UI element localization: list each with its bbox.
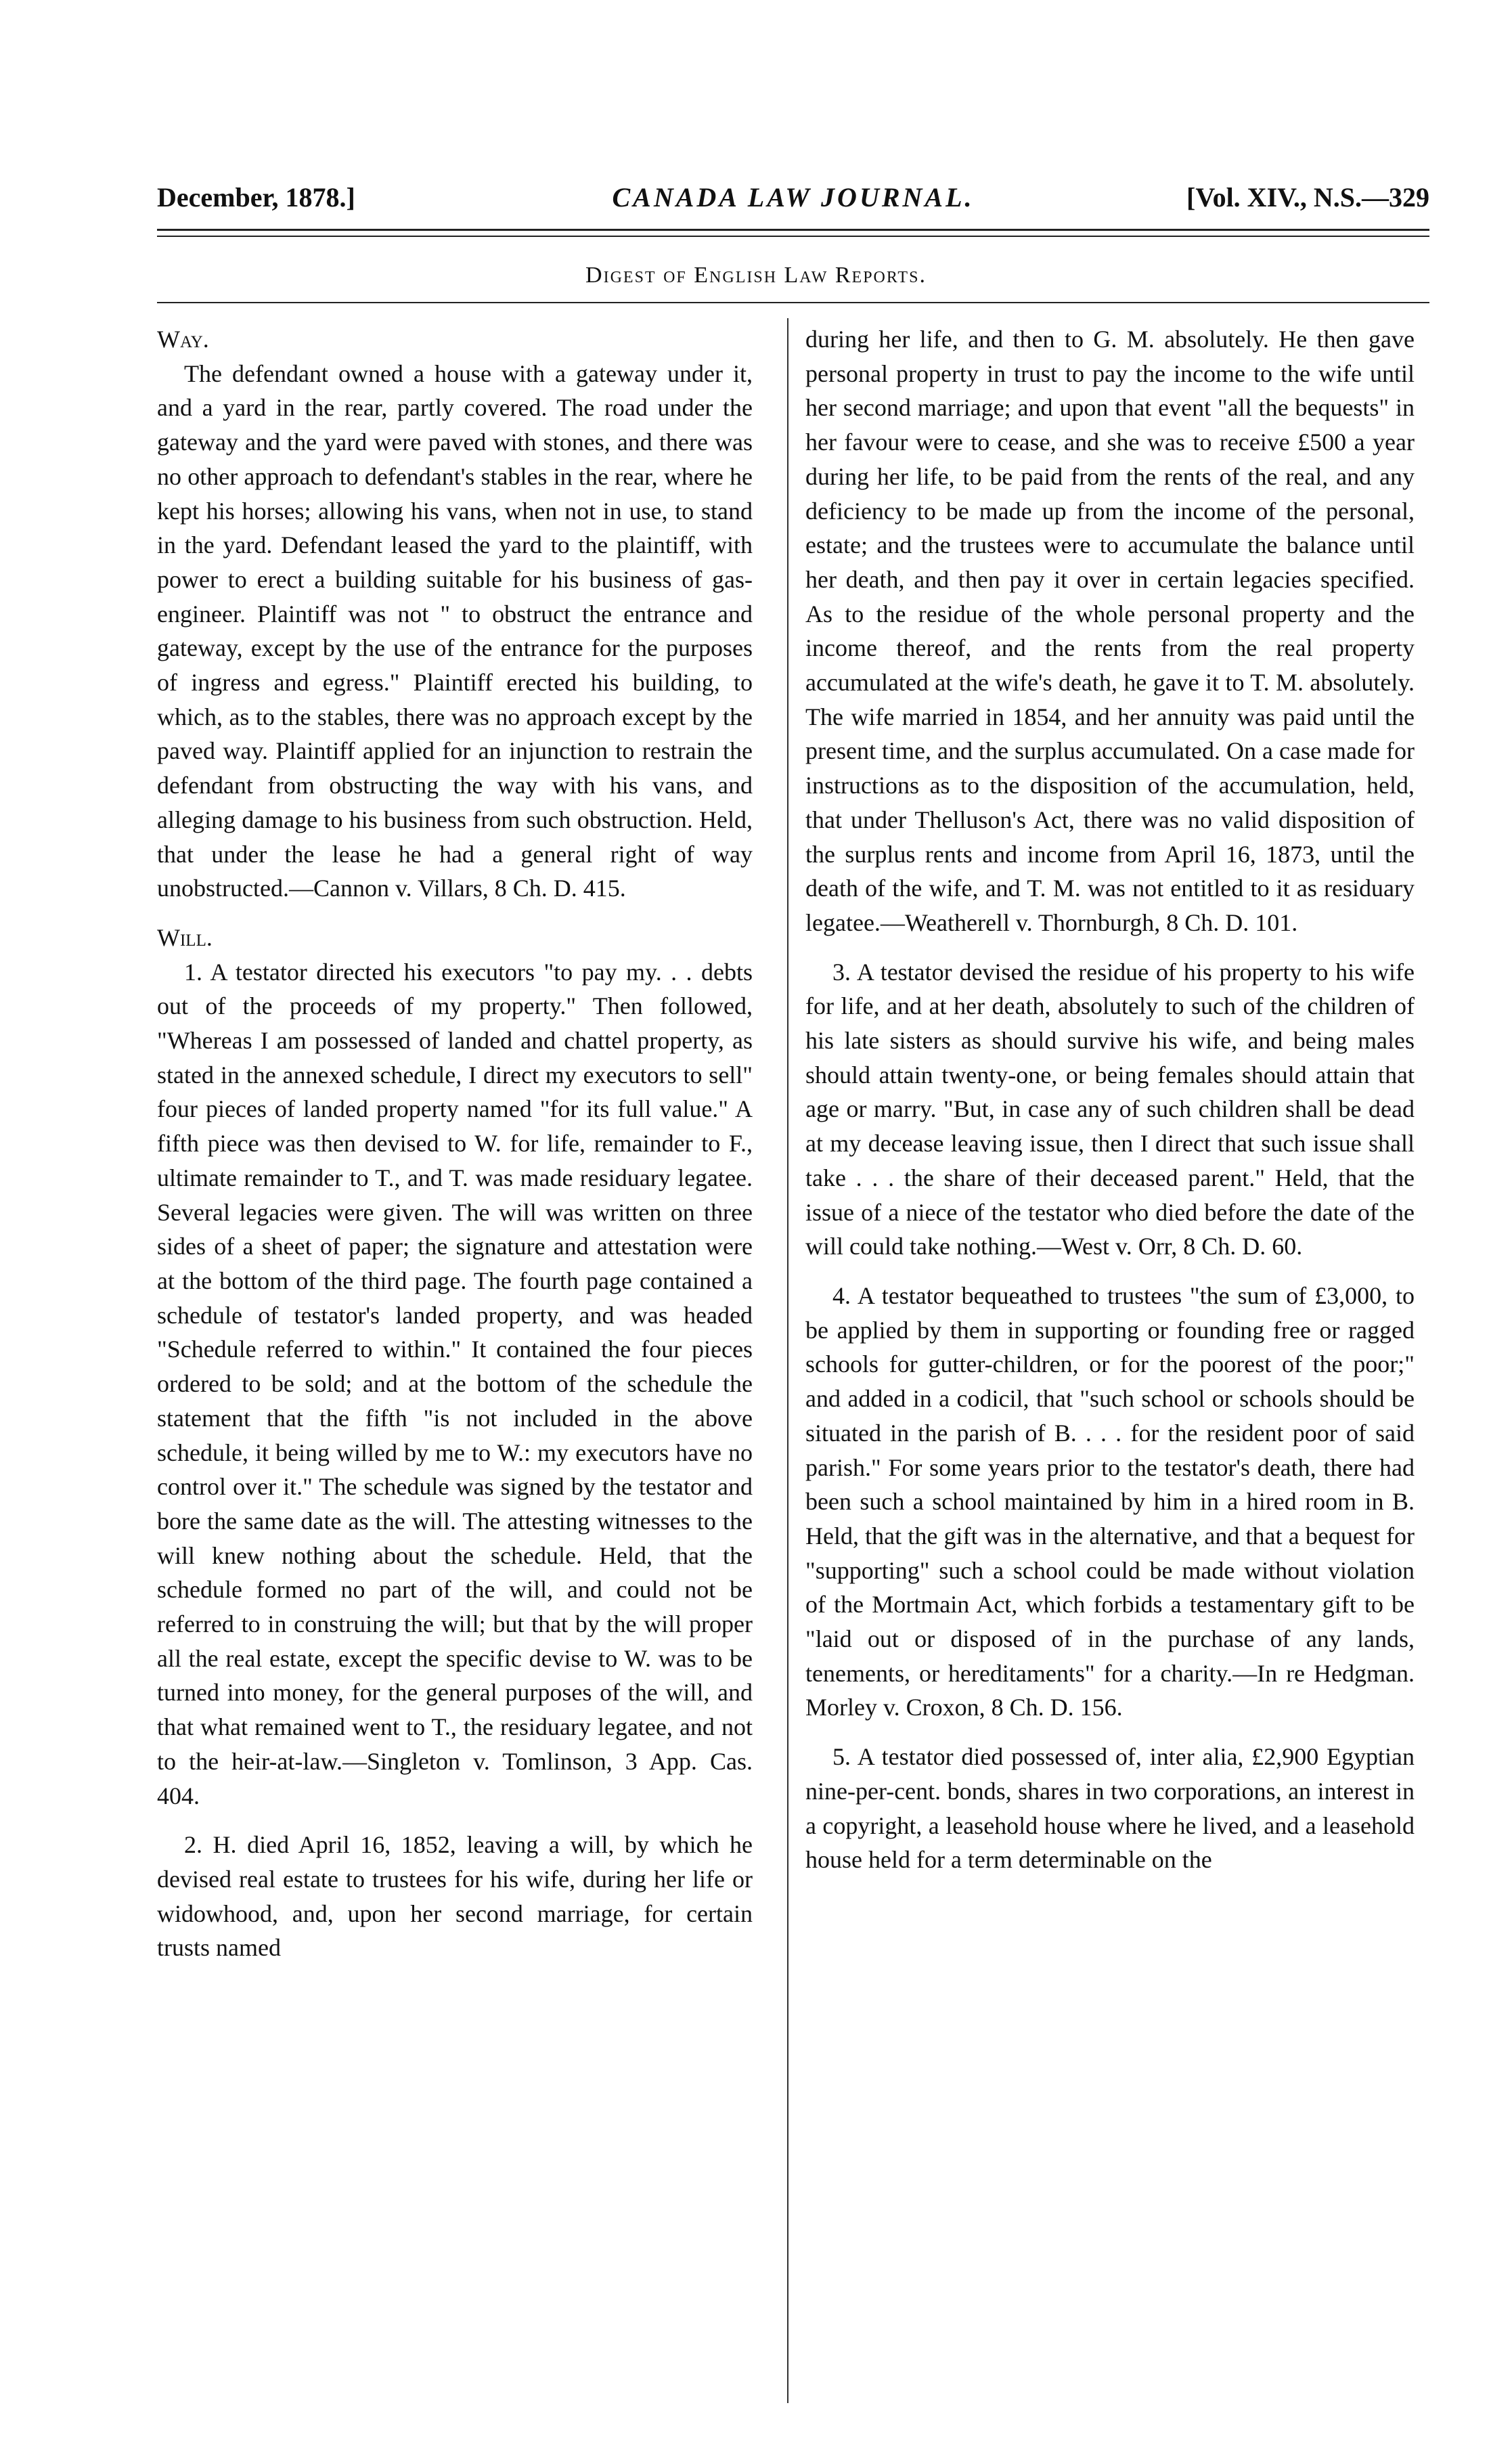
left-column [157,322,753,1965]
header-date: December, 1878.] [157,182,355,213]
paragraph-will-2-continued: during her life, and then to G. M. absolutely. He then gave personal property in trust to pay the income to the wife until her second marriage; and upon that event "all the bequests" in her favour were to cease, and she was to receive £500 a year during her life, to be paid from the rents of the real, and any deficiency to be made up from the income of the personal, estate; and the trustees were to accumulate the balance until her death, and then pay it over in certain legacies specified. As to the residue of the whole personal property and the income thereof, and the rents from the real property accumulated at the wife's death, he gave it to T. M. absolutely. The wife married in 1854, and her annuity was paid until the present time, and the surplus accumulated. On a case made for instructions as to the disposition of the accumulation, held, that under Thelluson's Act, there was no valid disposition of the surplus rents and income from April 16, 1873, until the death of the wife, and T. M. was not entitled to it as residuary legatee.—Weatherell v. Thornburgh, 8 Ch. D. 101. [805,326,1415,936]
header-rule-thin [157,236,1429,237]
paragraph-will-2-start: 2. H. died April 16, 1852, leaving a will, by which he devised real estate to trustees for his wife, during her life or widowhood, and, upon her second marriage, for certain trusts named [157,1831,753,1962]
running-header [157,181,1429,222]
paragraph-will-5-start: 5. A testator died possessed of, inter alia, £2,900 Egyptian nine-per-cent. bonds, shares in two corporations, an interest in a copyright, a leasehold house where he lived, and a leasehold house held for a term determinable on the [805,1743,1415,1874]
header-rule-thick [157,229,1429,231]
header-journal-title: CANADA LAW JOURNAL. [612,182,975,213]
section-rule [157,302,1429,303]
paragraph-will-1: 1. A testator directed his executors "to pay my. . . debts out of the proceeds of my property." Then followed, "Whereas I am possessed of landed and chattel property, as stated in the annexed schedule, I direct my executors to sell" four pieces of landed property named "for its full value." A fifth piece was then devised to W. for life, remainder to F., ultimate remainder to T., and T. was made residuary legatee. Several legacies were given. The will was written on three sides of a sheet of paper; the signature and attestation were at the bottom of the third page. The fourth page contained a schedule of testator's landed property, and was headed "Schedule referred to within." It contained the four pieces ordered to be sold; and at the bottom of the schedule the statement that the fifth "is not included in the above schedule, it being willed by me to W.: my executors have no control over it." The schedule was signed by the testator and bore the same date as the will. The attesting witnesses to the will knew nothing about the schedule. Held, that the schedule formed no part of the will, and could not be referred to in construing the will; but that by the will proper all the real estate, except the specific devise to W. was to be turned into money, for the general purposes of the will, and that what remained went to T., the residuary legatee, and not to the heir-at-law.—Singleton v. Tomlinson, 3 App. Cas. 404. [157,958,753,1809]
header-volume-page: [Vol. XIV., N.S.—329 [1186,182,1429,213]
paragraph-will-4: 4. A testator bequeathed to trustees "the sum of £3,000, to be applied by them in supporting or founding free or ragged schools for gutter-children, or for the poorest of the poor;" and added in a codicil, that "such school or schools should be situated in the parish of B. . . . for the resident poor of said parish." For some years prior to the testator's death, there had been such a school maintained by him in a hired room in B. Held, that the gift was in the alternative, and that a bequest for "supporting" such a school could be made without violation of the Mortmain Act, which forbids a testamentary gift to be "laid out or disposed of in the purchase of any lands, tenements, or hereditaments" for a charity.—In re Hedgman. Morley v. Croxon, 8 Ch. D. 156. [805,1281,1415,1721]
right-column [805,322,1415,1877]
column-divider [787,318,788,2403]
heading-will: Will. [157,923,213,951]
paragraph-way: The defendant owned a house with a gateway under it, and a yard in the rear, partly covered. The road under the gateway and the yard were paved with stones, and there was no other approach to defendant's stables in the rear, where he kept his horses; allowing his vans, when not in use, to stand in the yard. Defendant leased the yard to the plaintiff, with power to erect a building suitable for his business of gas-engineer. Plaintiff was not " to obstruct the entrance and gateway, except by the use of the entrance for the purposes of ingress and egress." Plaintiff erected his building, to which, as to the stables, there was no approach except by the paved way. Plaintiff applied for an injunction to restrain the defendant from obstructing the way with his vans, and alleging damage to his business from such obstruction. Held, that under the lease he had a general right of way unobstructed.—Cannon v. Villars, 8 Ch. D. 415. [157,359,753,902]
section-title: Digest of English Law Reports. [585,263,927,288]
paragraph-will-3: 3. A testator devised the residue of his property to his wife for life, and at her death, absolutely to such of the children of his late sisters as should survive his wife, and being males should attain twenty-one, or being females should attain that age or marry. "But, in case any of such children shall be dead at my decease leaving issue, then I direct that such issue shall take . . . the share of their deceased parent." Held, that the issue of a niece of the testator who died before the date of the will could take nothing.—West v. Orr, 8 Ch. D. 60. [805,958,1415,1260]
heading-way: Way. [157,326,209,353]
